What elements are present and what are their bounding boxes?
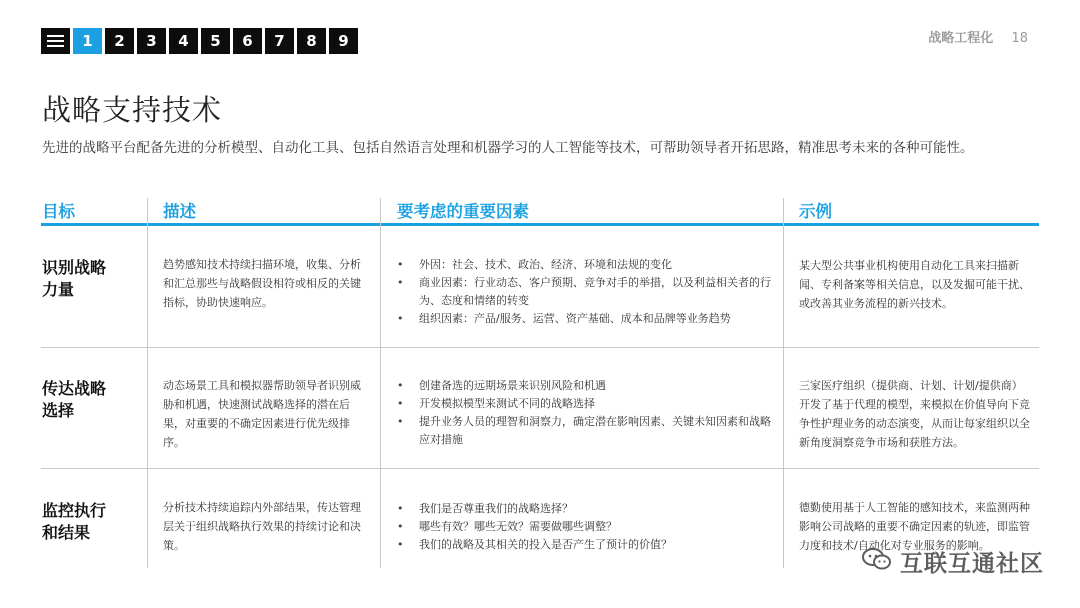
nav-page-4[interactable]: 4 (169, 28, 198, 54)
goal-line: 力量 (42, 280, 75, 299)
nav-page-2[interactable]: 2 (105, 28, 134, 54)
factor-item: • 外因：社会、技术、政治、经济、环境和法规的变化 (397, 256, 772, 274)
factor-item: • 我们的战略及其相关的投入是否产生了预计的价值？ (397, 536, 772, 554)
table-row-goal (42, 500, 132, 544)
column-divider (380, 198, 381, 568)
nav-page-5[interactable]: 5 (201, 28, 230, 54)
factor-item: • 哪些有效？哪些无效？需要做哪些调整？ (397, 518, 772, 536)
header-right (928, 27, 1028, 46)
table-row-description: 动态场景工具和模拟器帮助领导者识别威胁和机遇，快速测试战略选择的潜在后果，对重要的不确定因素进行优先级排序。 (163, 379, 361, 449)
header-description: 描述 (163, 202, 196, 221)
table-row-example: 三家医疗组织（提供商、计划、计划/提供商）开发了基于代理的模型，来模拟在价值导向下竞争性护理业务的动态演变，从而让每家组织以全新角度洞察竞争市场和获胜方法。 (799, 379, 1030, 449)
header-divider (41, 223, 1039, 226)
watermark-text: 互联互通社区 (900, 551, 1044, 577)
table-row-example: 某大型公共事业机构使用自动化工具来扫描新闻、专利备案等相关信息，以及发掘可能干扰、或改善其业务流程的新兴技术。 (799, 259, 1030, 310)
table-row-example: 德勤使用基于人工智能的感知技术，来监测两种影响公司战略的重要不确定因素的轨迹，即监管力度和技术/自动化对专业服务的影响。 (799, 501, 1030, 552)
goal-line: 传达战略 (42, 379, 107, 398)
row-divider (41, 468, 1039, 469)
section-title: 战略工程化 (928, 31, 994, 46)
goal-line: 监控执行 (42, 501, 107, 520)
table-row-goal (42, 257, 132, 301)
page-number: 18 (1011, 31, 1028, 46)
header-example: 示例 (799, 202, 832, 221)
table-row-description: 趋势感知技术持续扫描环境，收集、分析和汇总那些与战略假设相符或相反的关键指标，协助快速响应。 (163, 258, 361, 309)
header-goal: 目标 (42, 202, 75, 221)
header-factors: 要考虑的重要因素 (397, 202, 529, 221)
row-divider (41, 347, 1039, 348)
slide-nav (41, 28, 361, 54)
column-divider (783, 198, 784, 568)
nav-page-9[interactable]: 9 (329, 28, 358, 54)
table-row-factors (397, 500, 772, 554)
table-row-goal (42, 378, 132, 422)
factor-item: • 开发模拟模型来测试不同的战略选择 (397, 395, 772, 413)
factor-item: • 组织因素：产品/服务、运营、资产基础、成本和品牌等业务趋势 (397, 310, 772, 328)
menu-icon[interactable] (41, 28, 70, 54)
nav-page-1[interactable]: 1 (73, 28, 102, 54)
goal-line: 选择 (42, 401, 75, 420)
factor-item: • 提升业务人员的理智和洞察力，确定潜在影响因素、关键未知因素和战略应对措施 (397, 413, 772, 449)
watermark (862, 545, 1044, 578)
page-subtitle: 先进的战略平台配备先进的分析模型、自动化工具、包括自然语言处理和机器学习的人工智能等技术，可帮助领导者开拓思路，精准思考未来的各种可能性。 (42, 140, 974, 156)
wechat-icon (862, 547, 892, 577)
goal-line: 识别战略 (42, 258, 107, 277)
factor-item: • 创建备选的远期场景来识别风险和机遇 (397, 377, 772, 395)
nav-page-7[interactable]: 7 (265, 28, 294, 54)
nav-page-6[interactable]: 6 (233, 28, 262, 54)
table-row-factors (397, 256, 772, 328)
column-divider (147, 198, 148, 568)
page-title: 战略支持技术 (42, 93, 223, 127)
factor-item: • 商业因素：行业动态、客户预期、竞争对手的举措，以及利益相关者的行为、态度和情绪的转变 (397, 274, 772, 310)
factor-item: • 我们是否尊重我们的战略选择？ (397, 500, 772, 518)
nav-page-8[interactable]: 8 (297, 28, 326, 54)
table-row-factors (397, 377, 772, 449)
table-row-description: 分析技术持续追踪内外部结果，传达管理层关于组织战略执行效果的持续讨论和决策。 (163, 501, 361, 552)
nav-page-3[interactable]: 3 (137, 28, 166, 54)
goal-line: 和结果 (42, 523, 91, 542)
